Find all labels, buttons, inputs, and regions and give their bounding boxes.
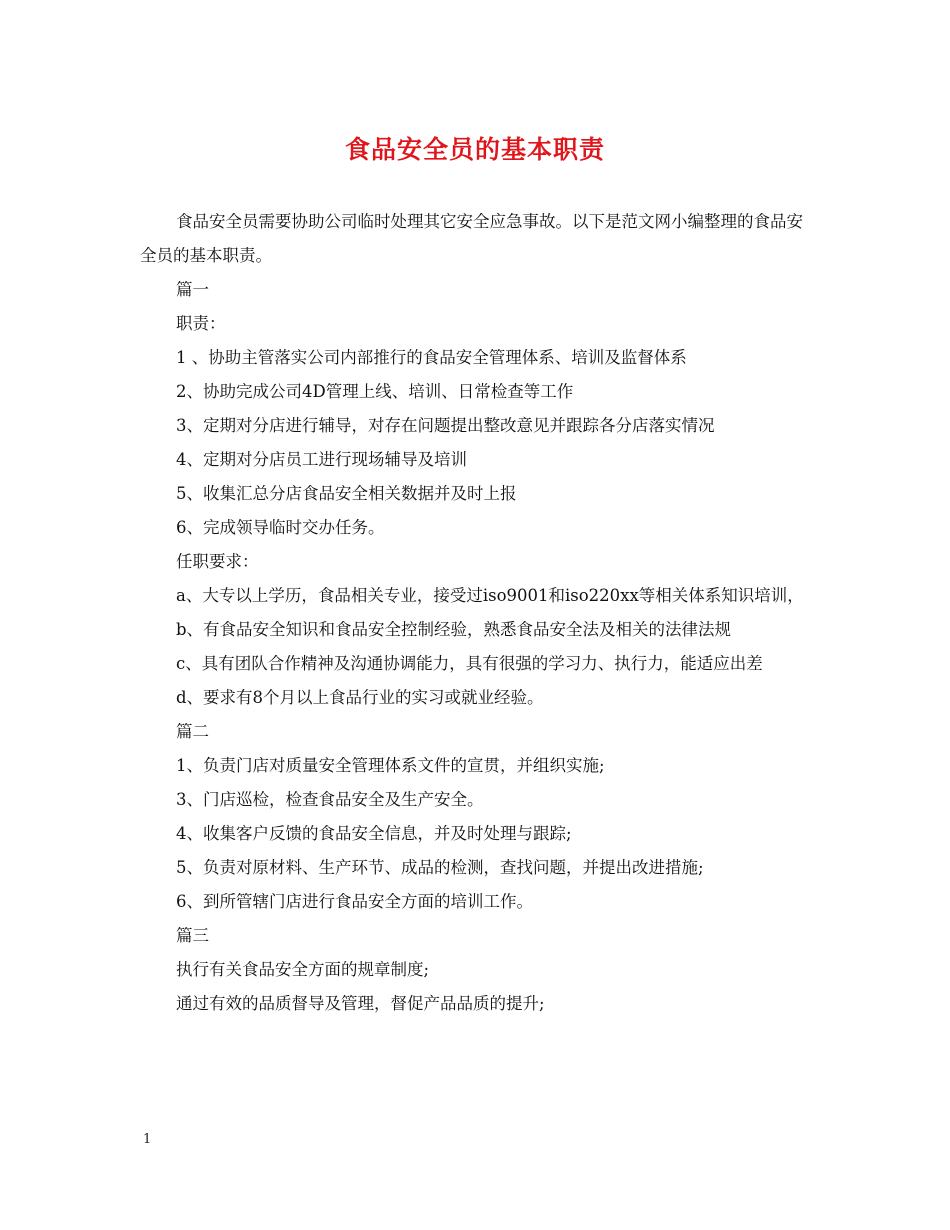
section-heading-1: 篇一 (176, 280, 209, 299)
document-title: 食品安全员的基本职责 (344, 135, 605, 164)
page-number: 1 (143, 1132, 152, 1147)
section2-item-4: 4、收集客户反馈的食品安全信息，并及时处理与跟踪; (176, 824, 572, 843)
duties-label: 职责： (176, 314, 226, 333)
requirement-item-c: c、具有团队合作精神及沟通协调能力，具有很强的学习力、执行力，能适应出差 (176, 654, 763, 673)
duty-item-4: 4、定期对分店员工进行现场辅导及培训 (176, 450, 467, 469)
requirement-item-b: b、有食品安全知识和食品安全控制经验，熟悉食品安全法及相关的法律法规 (176, 620, 732, 639)
section-heading-2: 篇二 (176, 722, 209, 741)
section2-item-3: 3、门店巡检，检查食品安全及生产安全。 (176, 790, 484, 809)
section2-item-6: 6、到所管辖门店进行食品安全方面的培训工作。 (176, 892, 533, 911)
document-body (140, 205, 815, 1021)
requirement-item-a: a、大专以上学历，食品相关专业，接受过iso9001和iso220xx等相关体系知识培训， (176, 586, 804, 605)
section2-item-1: 1、负责门店对质量安全管理体系文件的宣贯，并组织实施; (176, 756, 605, 775)
paragraph-intro: 食品安全员需要协助公司临时处理其它安全应急事故。以下是范文网小编整理的食品安全员的基本职责。 (140, 212, 803, 265)
section3-item-1: 执行有关食品安全方面的规章制度; (176, 960, 430, 979)
duty-item-1: 1 、协助主管落实公司内部推行的食品安全管理体系、培训及监督体系 (176, 348, 687, 367)
duty-item-3: 3、定期对分店进行辅导，对存在问题提出整改意见并跟踪各分店落实情况 (176, 416, 715, 435)
section3-item-2: 通过有效的品质督导及管理，督促产品品质的提升; (176, 994, 545, 1013)
duty-item-5: 5、收集汇总分店食品安全相关数据并及时上报 (176, 484, 517, 503)
duty-item-2: 2、协助完成公司4D管理上线、培训、日常检查等工作 (176, 382, 574, 401)
requirements-label: 任职要求： (176, 552, 259, 571)
duty-item-6: 6、完成领导临时交办任务。 (176, 518, 385, 537)
section-heading-3: 篇三 (176, 926, 209, 945)
requirement-item-d: d、要求有8个月以上食品行业的实习或就业经验。 (176, 688, 544, 707)
section2-item-5: 5、负责对原材料、生产环节、成品的检测，查找问题，并提出改进措施; (176, 858, 704, 877)
